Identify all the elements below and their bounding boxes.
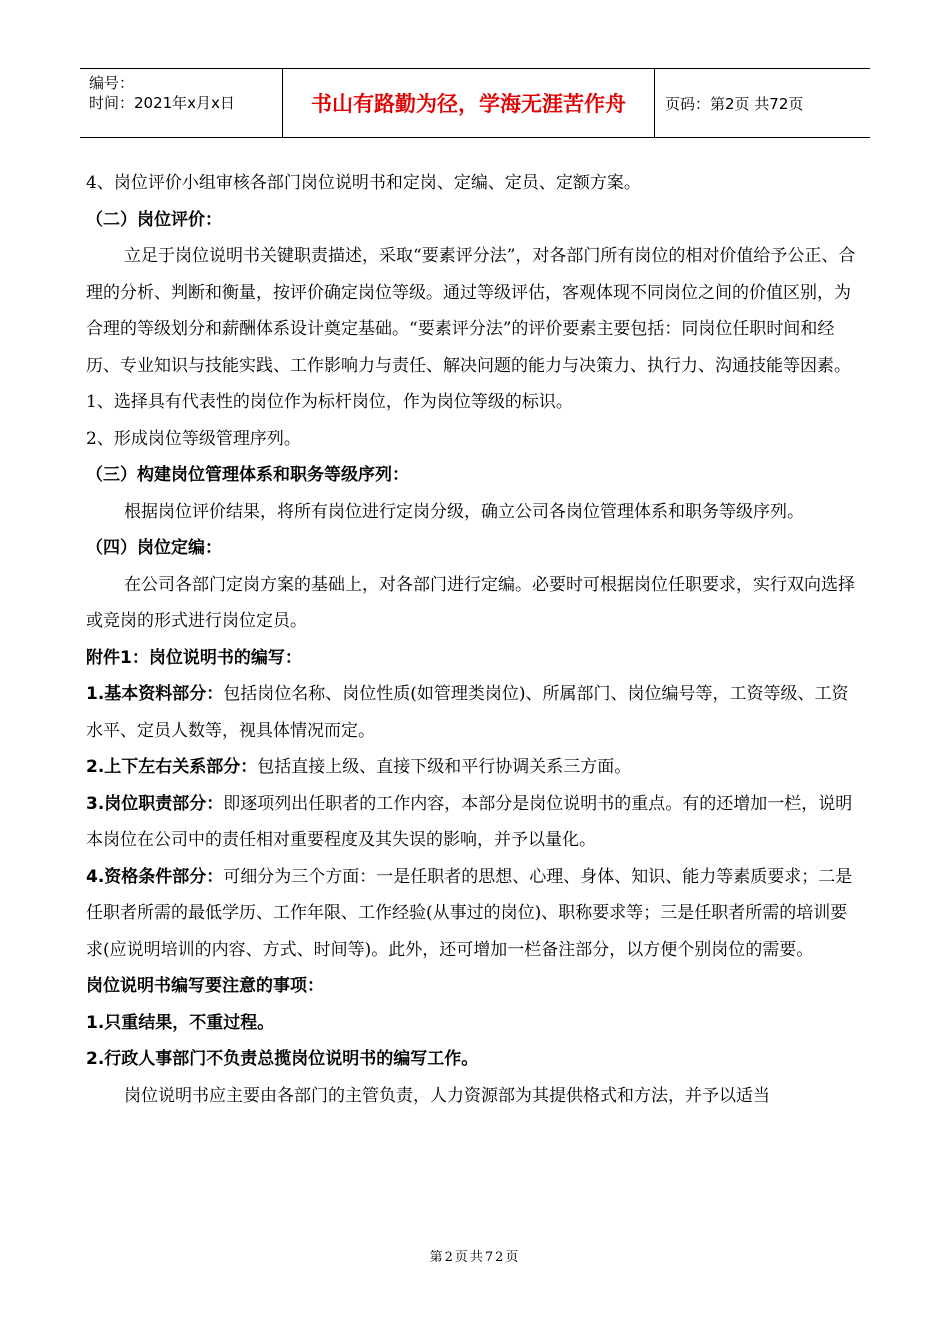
item-label: 2.上下左右关系部分： bbox=[86, 757, 258, 777]
item-label: 3.岗位职责部分： bbox=[86, 793, 224, 814]
document-body bbox=[86, 165, 856, 1114]
header-meta-cell bbox=[80, 69, 283, 137]
number-label: 编号： bbox=[89, 74, 135, 92]
paragraph: 岗位说明书应主要由各部门的主管负责，人力资源部为其提供格式和方法，并予以适当 bbox=[124, 1085, 770, 1106]
motto-cell bbox=[283, 69, 655, 137]
item-text: 包括直接上级、直接下级和平行协调关系三方面。 bbox=[257, 757, 632, 777]
list-item bbox=[86, 859, 856, 969]
note-item: 2.行政人事部门不负责总揽岗位说明书的编写工作。 bbox=[86, 1049, 479, 1069]
paragraph: 4、岗位评价小组审核各部门岗位说明书和定岗、定编、定员、定额方案。 bbox=[86, 173, 641, 193]
paragraph: 在公司各部门定岗方案的基础上，对各部门进行定编。必要时可根据岗位任职要求，实行双向选择或竞岗的形式进行岗位定员。 bbox=[86, 574, 855, 631]
list-item bbox=[86, 676, 856, 749]
footer-page-text: 第2页共72页 bbox=[429, 1250, 521, 1265]
paragraph: 立足于岗位说明书关键职责描述，采取“要素评分法”，对各部门所有岗位的相对价值给予公正、合理的分析、判断和衡量，按评价确定岗位等级。通过等级评估，客观体现不同岗位之间的价值区别，为合理的等级划分和薪酬体系设计奠定基础。“要素评分法”的评价要素主要包括：同岗位任职时间和经历、专业知识与技能实践、工作影响力与责任、解决问题的能力与决策力、执行力、沟通技能等因素。 bbox=[86, 246, 856, 376]
section-heading: （三）构建岗位管理体系和职务等级序列： bbox=[86, 465, 409, 485]
page-info-text: 页码：第2页 共72页 bbox=[665, 94, 804, 113]
document-header bbox=[80, 68, 870, 138]
list-item bbox=[86, 749, 856, 786]
appendix-heading: 附件1：岗位说明书的编写： bbox=[86, 647, 302, 668]
paragraph: 根据岗位评价结果，将所有岗位进行定岗分级，确立公司各岗位管理体系和职务等级序列。 bbox=[124, 501, 804, 522]
list-item bbox=[86, 786, 856, 859]
paragraph: 1、选择具有代表性的岗位作为标杆岗位，作为岗位等级的标识。 bbox=[86, 392, 573, 412]
section-heading: （二）岗位评价： bbox=[86, 209, 222, 230]
motto-text: 书山有路勤为径，学海无涯苦作舟 bbox=[311, 92, 626, 116]
time-label: 时间：2021年x月x日 bbox=[89, 94, 235, 112]
item-text: 可细分为三个方面：一是任职者的思想、心理、身体、知识、能力等素质要求；二是任职者所需的最低学历、工作年限、工作经验(从事过的岗位)、职称要求等；三是任职者所需的培训要求(应说明培训的内容、方式、时间等)。此外，还可增加一栏备注部分，以方便个别岗位的需要。 bbox=[86, 866, 853, 960]
item-text: 即逐项列出任职者的工作内容，本部分是岗位说明书的重点。有的还增加一栏，说明本岗位在公司中的责任相对重要程度及其失误的影响，并予以量化。 bbox=[86, 793, 853, 850]
item-label: 4.资格条件部分： bbox=[86, 866, 224, 887]
section-heading: 岗位说明书编写要注意的事项： bbox=[86, 976, 324, 996]
page-footer bbox=[0, 1246, 950, 1265]
page-info-cell bbox=[655, 69, 870, 137]
note-item: 1.只重结果，不重过程。 bbox=[86, 1012, 275, 1033]
item-label: 1.基本资料部分： bbox=[86, 684, 224, 704]
paragraph: 2、形成岗位等级管理序列。 bbox=[86, 428, 301, 449]
item-text: 包括岗位名称、岗位性质(如管理类岗位)、所属部门、岗位编号等，工资等级、工资水平、定员人数等，视具体情况而定。 bbox=[86, 684, 849, 741]
section-heading: （四）岗位定编： bbox=[86, 538, 222, 558]
